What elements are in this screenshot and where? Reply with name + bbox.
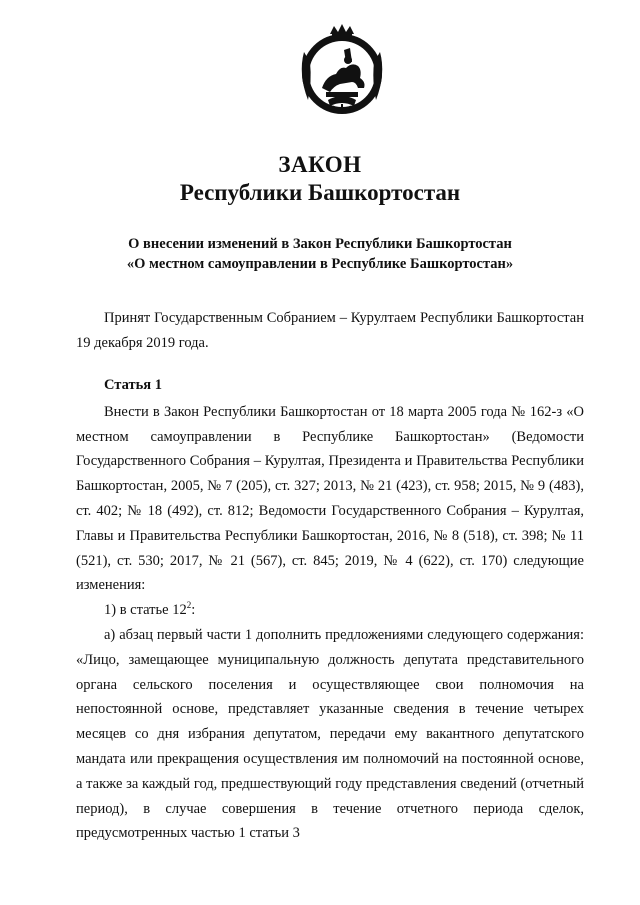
item-1-suffix: : <box>191 602 196 619</box>
adoption-text: Принят Государственным Собранием – Курултаем Республики Башкортостан 19 декабря 2019 года. <box>76 310 584 351</box>
adoption-statement <box>76 306 584 356</box>
article-heading: Статья 1 <box>104 377 162 393</box>
document-subtitle: Республики Башкортостан <box>179 180 461 205</box>
article-1 <box>76 373 584 846</box>
subject-line-1: О внесении изменений в Закон Республики Башкортостан <box>128 236 512 252</box>
law-subject <box>0 234 640 274</box>
item-a: а) абзац первый части 1 дополнить предложениями следующего содержания: «Лицо, замещающее муниципальную должность депутата представительного органа сельского поселения и осуществляющее свои полномочия на непостоянной основе, представляет указанные сведения в течение четырех месяцев со дня избрания депутатом, передачи ему вакантного депутатского мандата или прекращения осуществления им полномочий на постоянной основе, а также за каждый год, предшествующий году представления сведений (отчетный период), в случае совершения в течение отчетного периода сделок, предусмотренных частью 1 статьи 3 <box>76 626 584 842</box>
bashkortostan-coat-of-arms-icon <box>296 22 388 122</box>
subject-line-2: «О местном самоуправлении в Республике Башкортостан» <box>126 256 514 272</box>
item-1 <box>76 598 584 623</box>
item-1-sup: 2 <box>186 600 192 611</box>
paragraph-intro: Внести в Закон Республики Башкортостан от 18 марта 2005 года № 162-з «О местном самоуправлении в Республике Башкортостан» (Ведомости Государственного Собрания – Курултая, Президента и Правительства Республики Башкортостан, 2005, № 7 (205), ст. 327; 2013, № 21 (423), ст. 958; 2015, № 9 (483), ст. 402; № 18 (492), ст. 812; Ведомости Государственного Собрания – Курултая, Главы и Правительства Республики Башкортостан, 2016, № 8 (518), ст. 398; № 11 (521), ст. 530; 2017, № 21 (567), ст. 845; 2019, № 4 (622), ст. 170) следующие изменения: <box>76 403 584 594</box>
document-title: ЗАКОН <box>278 152 362 177</box>
item-1-prefix: 1) в статье 12 <box>104 602 187 619</box>
